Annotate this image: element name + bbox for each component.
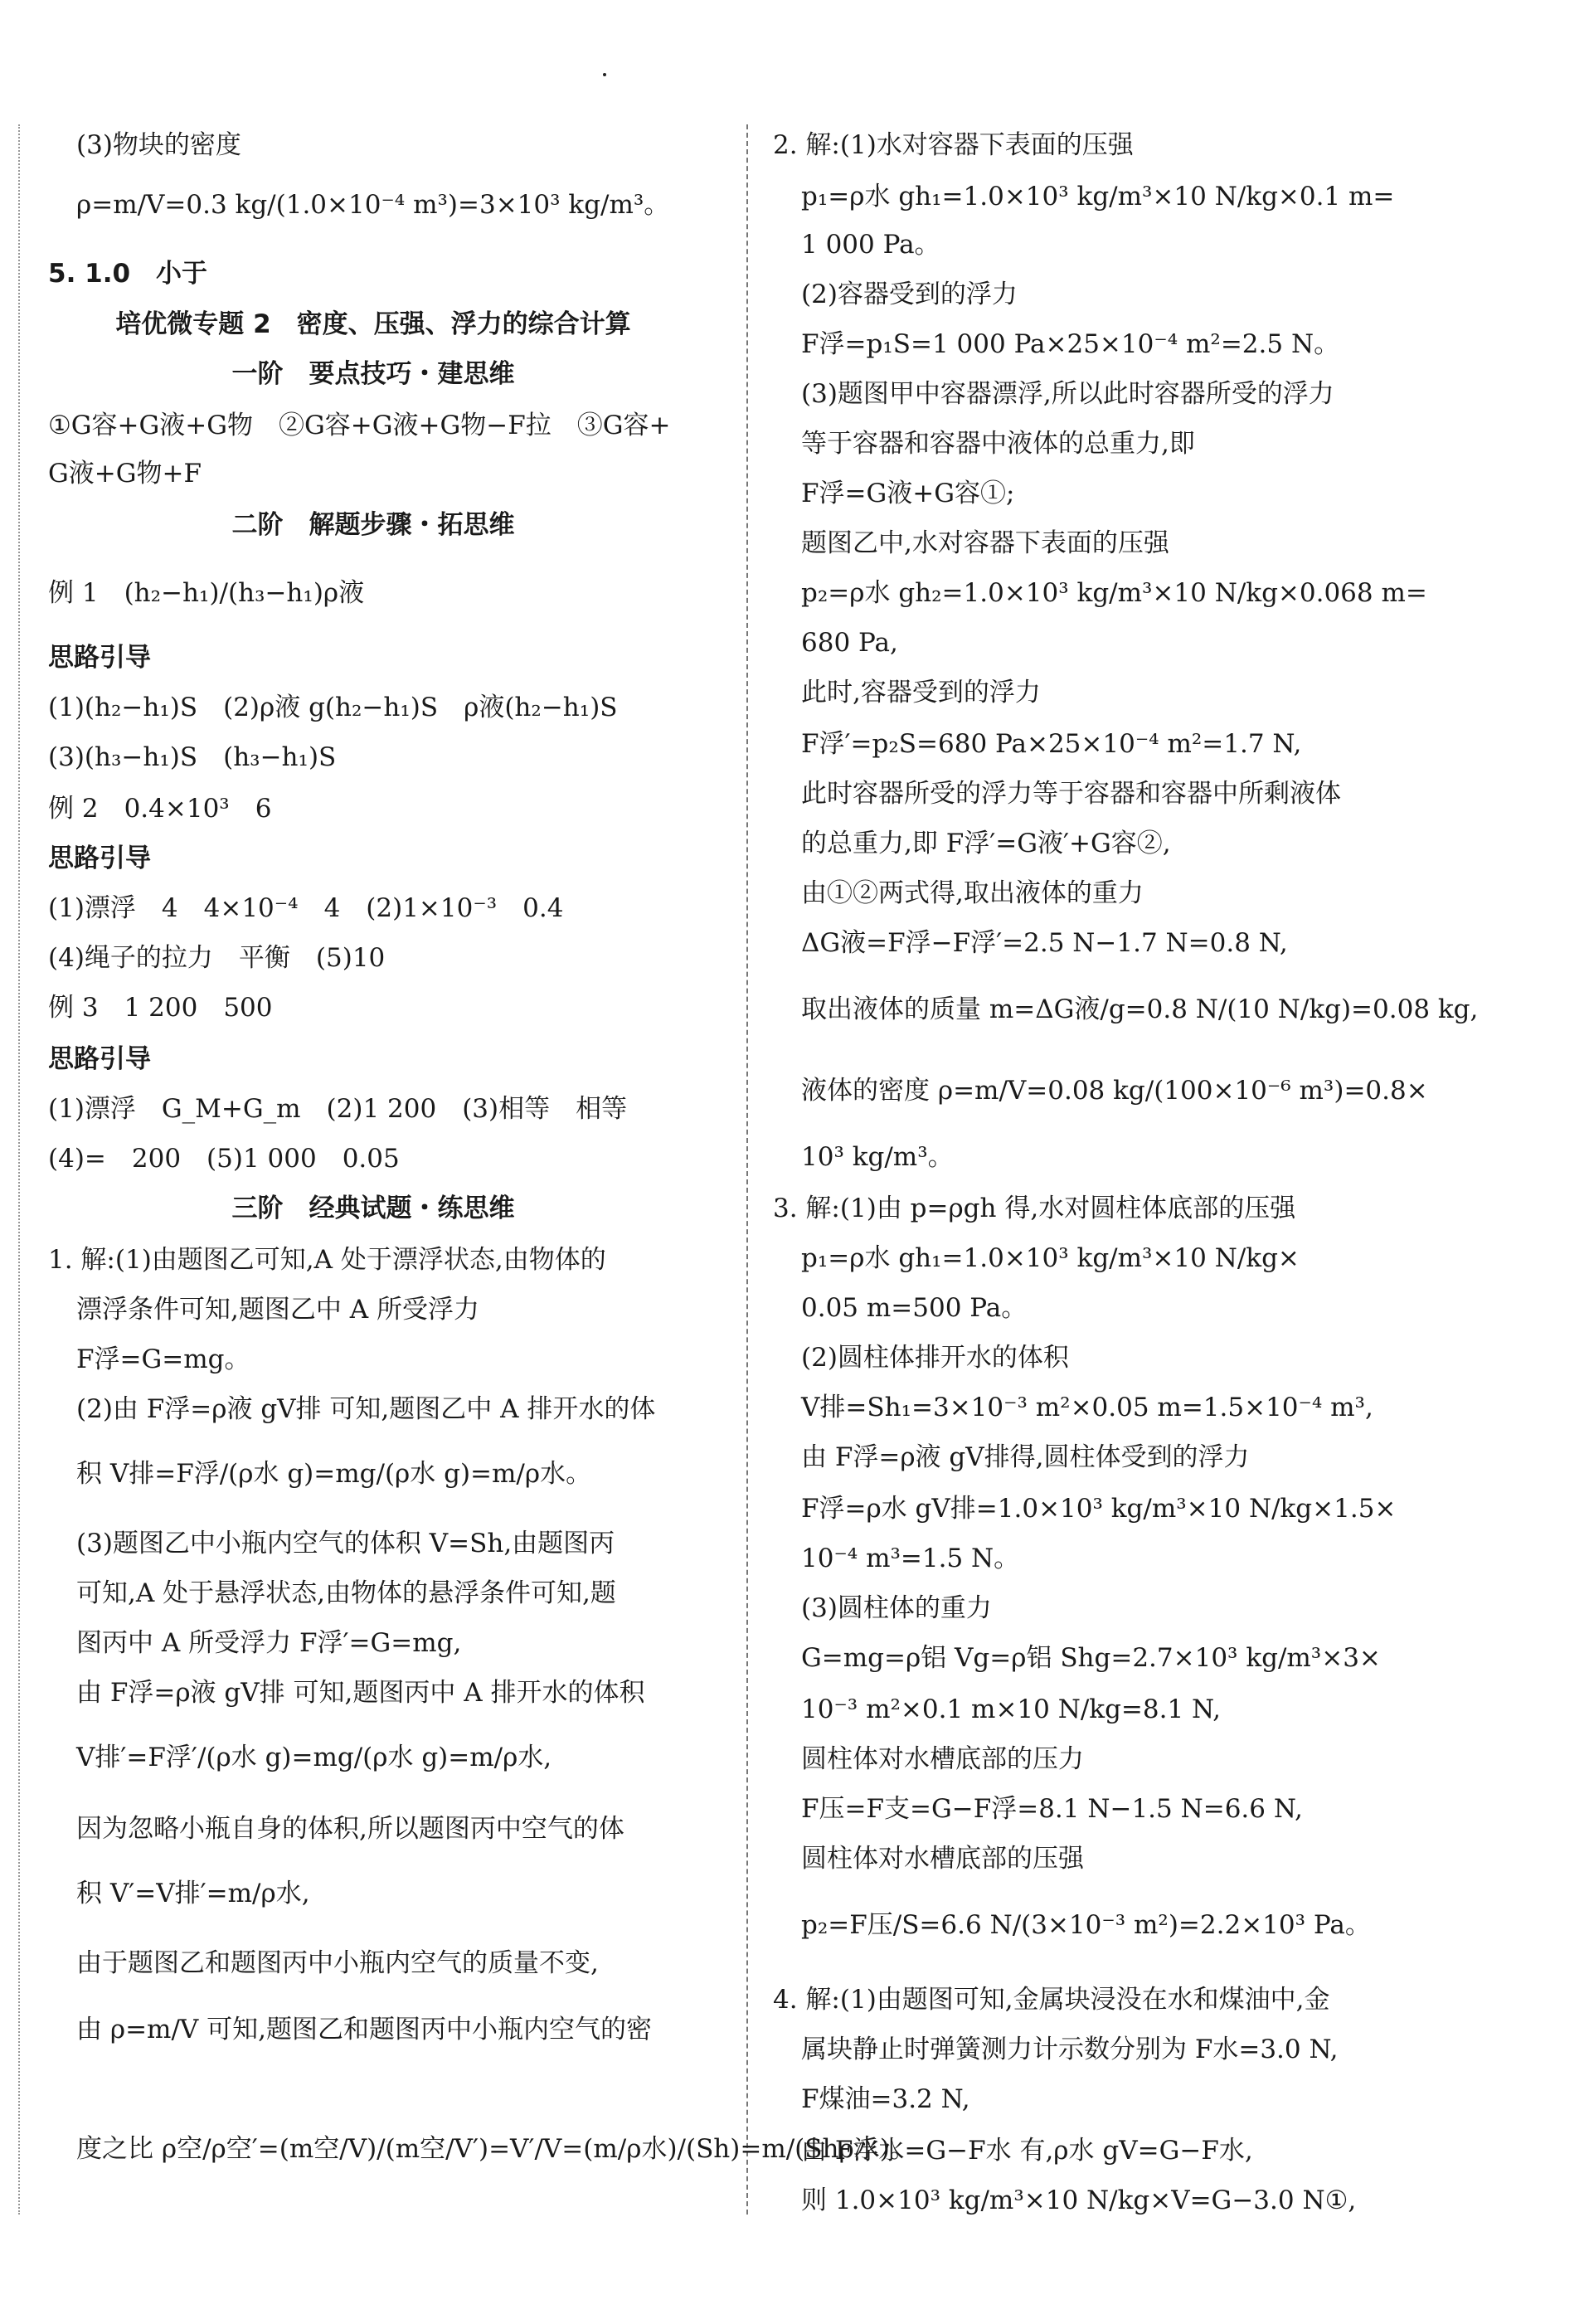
subsection-title: 二阶 解题步骤・拓思维 — [231, 510, 515, 540]
section-title: 培优微专题 2 密度、压强、浮力的综合计算 — [115, 309, 631, 339]
formula-line: F浮=G=mg。 — [76, 1344, 250, 1374]
text-line: (3)题图甲中容器漂浮,所以此时容器所受的浮力 — [801, 379, 1334, 409]
text-line: 4. 解:(1)由题图可知,金属块浸没在水和煤油中,金 — [773, 1985, 1330, 2015]
formula-line: ρ=m/V=0.3 kg/(1.0×10⁻⁴ m³)=3×10³ kg/m³。 — [76, 190, 670, 220]
formula-line: F浮′=p₂S=680 Pa×25×10⁻⁴ m²=1.7 N, — [801, 729, 1302, 759]
formula-line: F浮=ρ水 gV排=1.0×10³ kg/m³×10 N/kg×1.5× — [801, 1494, 1397, 1524]
text-line: 由 F浮=ρ液 gV排得,圆柱体受到的浮力 — [801, 1442, 1250, 1472]
header-dot — [603, 73, 606, 76]
binding-margin-line — [18, 124, 20, 2215]
example-line: 例 3 1 200 500 — [48, 993, 273, 1023]
text-line: 由 F浮=ρ液 gV排 可知,题图丙中 A 排开水的体积 — [76, 1678, 645, 1708]
formula-line: F压=F支=G−F浮=8.1 N−1.5 N=6.6 N, — [801, 1794, 1303, 1824]
text-line: 3. 解:(1)由 p=ρgh 得,水对圆柱体底部的压强 — [773, 1194, 1296, 1223]
formula-line: F煤油=3.2 N, — [801, 2084, 970, 2114]
formula-line: 积 V排=F浮/(ρ水 g)=mg/(ρ水 g)=m/ρ水。 — [76, 1459, 592, 1489]
text-line: 题图乙中,水对容器下表面的压强 — [801, 528, 1169, 558]
formula-line: p₁=ρ水 gh₁=1.0×10³ kg/m³×10 N/kg×0.1 m= — [801, 182, 1395, 211]
formula-line: p₂=F压/S=6.6 N/(3×10⁻³ m²)=2.2×10³ Pa。 — [801, 1910, 1371, 1940]
formula-line: 积 V′=V排′=m/ρ水, — [76, 1879, 310, 1908]
text-line: 的总重力,即 F浮′=G液′+G容②, — [801, 829, 1171, 858]
formula-line: ΔG液=F浮−F浮′=2.5 N−1.7 N=0.8 N, — [801, 928, 1288, 958]
subsection-title: 一阶 要点技巧・建思维 — [231, 359, 515, 389]
text-line: 10⁻³ m²×0.1 m×10 N/kg=8.1 N, — [801, 1694, 1222, 1724]
text-line: 680 Pa, — [801, 628, 898, 658]
text-line: ①G容+G液+G物 ②G容+G液+G物−F拉 ③G容+ — [48, 411, 671, 440]
example-line: 例 2 0.4×10³ 6 — [48, 794, 272, 824]
text-line: 圆柱体对水槽底部的压强 — [801, 1844, 1084, 1874]
text-line: 圆柱体对水槽底部的压力 — [801, 1744, 1084, 1774]
text-line: (2)圆柱体排开水的体积 — [801, 1343, 1069, 1373]
text-line: 1. 解:(1)由题图乙可知,A 处于漂浮状态,由物体的 — [48, 1245, 606, 1275]
hint-heading: 思路引导 — [48, 1044, 151, 1074]
column-divider — [746, 124, 748, 2215]
formula-line: 则 1.0×10³ kg/m³×10 N/kg×V=G−3.0 N①, — [801, 2185, 1357, 2215]
text-line: (1)(h₂−h₁)S (2)ρ液 g(h₂−h₁)S ρ液(h₂−h₁)S — [48, 693, 618, 722]
formula-line: V排′=F浮′/(ρ水 g)=mg/(ρ水 g)=m/ρ水, — [76, 1743, 552, 1772]
text-line: (4)绳子的拉力 平衡 (5)10 — [48, 943, 386, 973]
text-line: (3)题图乙中小瓶内空气的体积 V=Sh,由题图丙 — [76, 1529, 615, 1558]
text-line: 1 000 Pa。 — [801, 230, 940, 260]
hint-heading: 思路引导 — [48, 844, 151, 873]
formula-line: p₂=ρ水 gh₂=1.0×10³ kg/m³×10 N/kg×0.068 m= — [801, 578, 1427, 608]
text-line: 由①②两式得,取出液体的重力 — [801, 878, 1144, 908]
text-line: 图丙中 A 所受浮力 F浮′=G=mg, — [76, 1628, 462, 1658]
text-line: 漂浮条件可知,题图乙中 A 所受浮力 — [76, 1295, 479, 1325]
text-line: (3)(h₃−h₁)S (h₃−h₁)S — [48, 742, 337, 772]
text-line: (2)容器受到的浮力 — [801, 280, 1018, 309]
text-line: 等于容器和容器中液体的总重力,即 — [801, 429, 1195, 459]
text-line: 10³ kg/m³。 — [801, 1142, 954, 1172]
formula-line: F浮=G液+G容①; — [801, 479, 1015, 508]
text-line: 2. 解:(1)水对容器下表面的压强 — [773, 130, 1134, 160]
text-line: 10⁻⁴ m³=1.5 N。 — [801, 1544, 1020, 1573]
text-line: (3)物块的密度 — [76, 130, 241, 160]
text-line: 此时,容器受到的浮力 — [801, 678, 1041, 707]
text-line: (4)= 200 (5)1 000 0.05 — [48, 1144, 400, 1174]
answer-line: 5. 1.0 小于 — [48, 259, 208, 289]
text-line: G液+G物+F — [48, 459, 202, 489]
text-line: (2)由 F浮=ρ液 gV排 可知,题图乙中 A 排开水的体 — [76, 1394, 656, 1424]
formula-line: 液体的密度 ρ=m/V=0.08 kg/(100×10⁻⁶ m³)=0.8× — [801, 1076, 1428, 1106]
formula-line: 取出液体的质量 m=ΔG液/g=0.8 N/(10 N/kg)=0.08 kg, — [801, 994, 1479, 1024]
text-line: 此时容器所受的浮力等于容器和容器中所剩液体 — [801, 779, 1341, 809]
subsection-title: 三阶 经典试题・练思维 — [231, 1194, 515, 1223]
text-line: 由 ρ=m/V 可知,题图乙和题图丙中小瓶内空气的密 — [76, 2015, 652, 2044]
text-line: 由于题图乙和题图丙中小瓶内空气的质量不变, — [76, 1948, 599, 1978]
hint-heading: 思路引导 — [48, 643, 151, 673]
text-line: 因为忽略小瓶自身的体积,所以题图丙中空气的体 — [76, 1814, 624, 1844]
text-line: (1)漂浮 4 4×10⁻⁴ 4 (2)1×10⁻³ 0.4 — [48, 893, 564, 923]
formula-line: G=mg=ρ铝 Vg=ρ铝 Shg=2.7×10³ kg/m³×3× — [801, 1643, 1381, 1673]
formula-line: F浮=p₁S=1 000 Pa×25×10⁻⁴ m²=2.5 N。 — [801, 329, 1340, 359]
text-line: 属块静止时弹簧测力计示数分别为 F水=3.0 N, — [801, 2035, 1339, 2064]
example-line: 例 1 (h₂−h₁)/(h₃−h₁)ρ液 — [48, 578, 365, 608]
text-line: 0.05 m=500 Pa。 — [801, 1293, 1028, 1323]
formula-line: 度之比 ρ空/ρ空′=(m空/V)/(m空/V′)=V′/V=(m/ρ水)/(Sh)=m/(Shρ水)。 — [76, 2134, 916, 2164]
text-line: 可知,A 处于悬浮状态,由物体的悬浮条件可知,题 — [76, 1578, 616, 1608]
formula-line: p₁=ρ水 gh₁=1.0×10³ kg/m³×10 N/kg× — [801, 1243, 1300, 1273]
formula-line: 由 F浮水=G−F水 有,ρ水 gV=G−F水, — [801, 2136, 1253, 2166]
text-line: (1)漂浮 G_M+G_m (2)1 200 (3)相等 相等 — [48, 1094, 628, 1124]
text-line: (3)圆柱体的重力 — [801, 1593, 992, 1623]
formula-line: V排=Sh₁=3×10⁻³ m²×0.05 m=1.5×10⁻⁴ m³, — [801, 1393, 1373, 1422]
